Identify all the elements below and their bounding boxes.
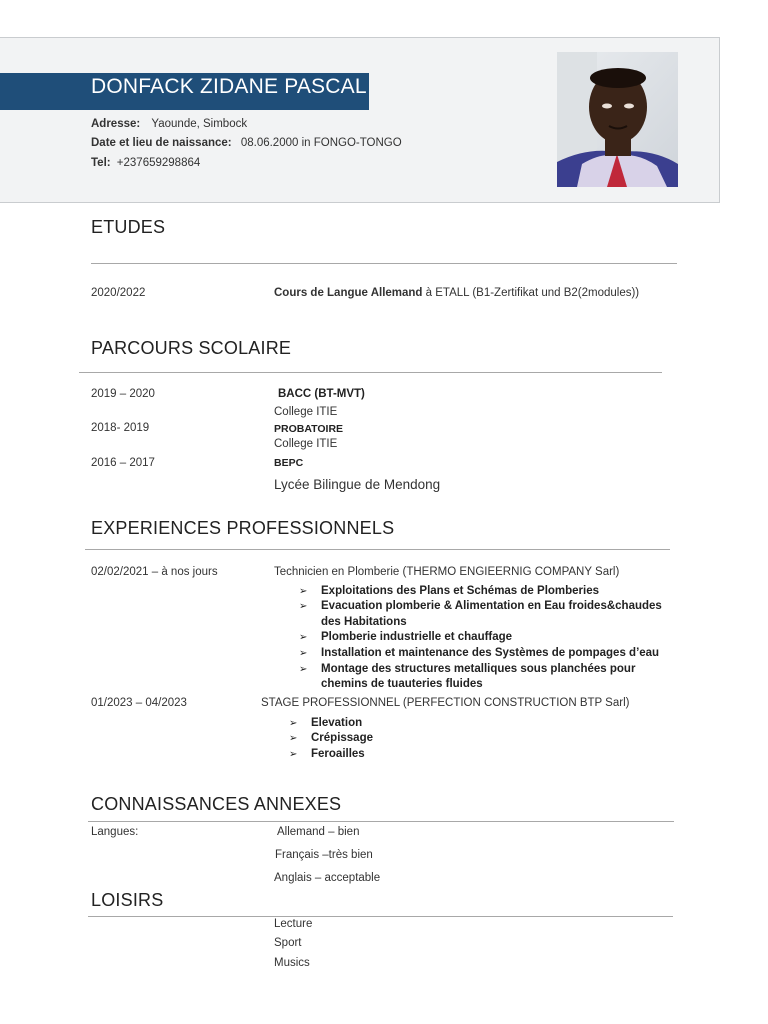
arrow-bullet-icon: ➢ <box>299 586 308 597</box>
profile-photo <box>557 52 678 187</box>
arrow-bullet-icon: ➢ <box>299 632 308 643</box>
job-date: 01/2023 – 04/2023 <box>91 697 187 709</box>
divider <box>88 821 674 822</box>
job-bullet: ➢ Montage des structures metalliques sous planchées pour <box>299 663 636 675</box>
job-bullet: ➢ Evacuation plomberie & Alimentation en Eau froides&chaudes <box>299 600 662 612</box>
section-title-parcours: PARCOURS SCOLAIRE <box>91 338 292 358</box>
tel-label: Tel: <box>91 157 111 169</box>
arrow-bullet-icon: ➢ <box>289 733 298 744</box>
loisir-item: Sport <box>274 937 302 949</box>
parcours-school: College ITIE <box>274 438 338 450</box>
address-value: Yaounde, Simbock <box>151 118 248 130</box>
divider <box>88 916 673 917</box>
job-bullet: ➢ Exploitations des Plans et Schémas de Plomberies <box>299 585 600 597</box>
address-line <box>91 118 247 130</box>
arrow-bullet-icon: ➢ <box>289 749 298 760</box>
address-label: Adresse: <box>91 118 141 130</box>
job-title: STAGE PROFESSIONNEL (PERFECTION CONSTRUCTION BTP Sarl) <box>261 697 630 709</box>
tel-line <box>91 157 200 169</box>
candidate-name: DONFACK ZIDANE PASCAL <box>91 75 367 98</box>
divider <box>79 372 662 373</box>
parcours-school: Lycée Bilingue de Mendong <box>274 477 441 492</box>
etudes-date: 2020/2022 <box>91 287 146 299</box>
job-bullet: ➢ Plomberie industrielle et chauffage <box>299 631 513 643</box>
divider <box>91 263 677 264</box>
parcours-date: 2018- 2019 <box>91 422 150 434</box>
birth-value: 08.06.2000 in FONGO-TONGO <box>240 137 402 149</box>
divider <box>85 549 670 550</box>
langue-item: Français –très bien <box>275 849 373 861</box>
loisir-item: Lecture <box>274 918 313 930</box>
job-bullet: ➢ Crépissage <box>289 732 374 744</box>
loisir-item: Musics <box>274 957 310 969</box>
job-bullet: ➢ Installation et maintenance des Systèmes de pompages d’eau <box>299 647 660 659</box>
arrow-bullet-icon: ➢ <box>289 718 298 729</box>
parcours-diploma: BEPC <box>274 457 304 469</box>
parcours-diploma: PROBATOIRE <box>274 423 344 435</box>
tel-value: +237659298864 <box>116 157 201 169</box>
etudes-course-detail: à ETALL (B1-Zertifikat und B2(2modules)) <box>422 287 640 299</box>
job-bullet-continuation: chemins de tuauteries fluides <box>321 678 483 690</box>
birth-label: Date et lieu de naissance: <box>91 137 232 149</box>
langues-label: Langues: <box>91 826 139 838</box>
job-bullet: ➢ Feroailles <box>289 748 365 760</box>
section-title-loisirs: LOISIRS <box>91 890 164 910</box>
job-bullet-continuation: des Habitations <box>321 616 407 628</box>
section-title-experiences: EXPERIENCES PROFESSIONNELS <box>91 518 395 538</box>
etudes-course-title: Cours de Langue Allemand <box>274 287 423 299</box>
section-title-connaissances: CONNAISSANCES ANNEXES <box>91 794 342 814</box>
section-title-etudes: ETUDES <box>91 217 166 237</box>
arrow-bullet-icon: ➢ <box>299 601 308 612</box>
etudes-course <box>274 287 639 299</box>
langue-item: Anglais – acceptable <box>274 872 381 884</box>
parcours-diploma: BACC (BT-MVT) <box>278 388 365 400</box>
job-bullet: ➢ Elevation <box>289 717 363 729</box>
birth-line <box>91 137 402 149</box>
arrow-bullet-icon: ➢ <box>299 664 308 675</box>
parcours-date: 2016 – 2017 <box>91 457 155 469</box>
parcours-date: 2019 – 2020 <box>91 388 155 400</box>
job-date: 02/02/2021 – à nos jours <box>91 566 218 578</box>
langue-item: Allemand – bien <box>277 826 360 838</box>
job-title: Technicien en Plomberie (THERMO ENGIEERNIG COMPANY Sarl) <box>274 566 620 578</box>
parcours-school: College ITIE <box>274 406 338 418</box>
arrow-bullet-icon: ➢ <box>299 648 308 659</box>
